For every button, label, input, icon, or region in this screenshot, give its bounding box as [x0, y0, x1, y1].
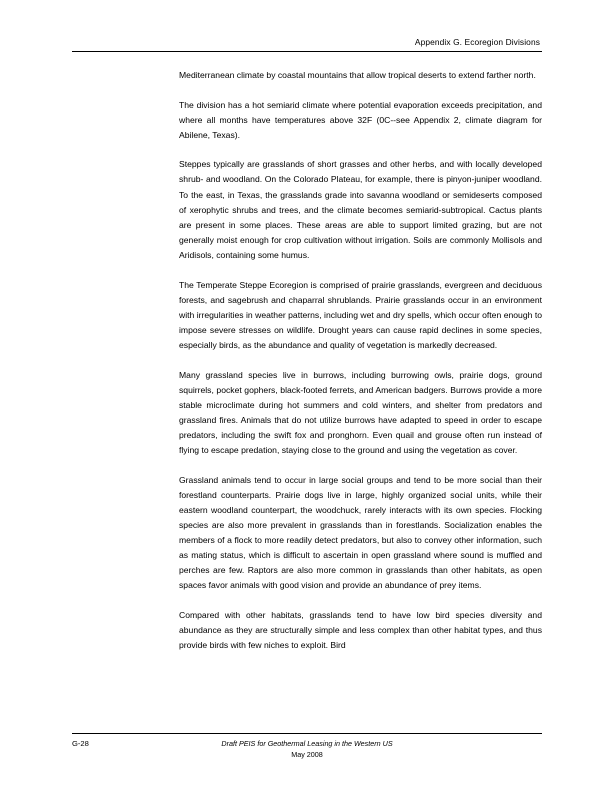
- paragraph-7: Compared with other habitats, grasslands tend to have low bird species diversity and abundance as they are structurally simple and less complex than other habitat types, and thus provide birds with few niches to exploit. Bird: [179, 609, 542, 650]
- footer-rule: [72, 733, 542, 734]
- footer-document-title: Draft PEIS for Geothermal Leasing in the Western US: [221, 739, 393, 748]
- paragraph-4: The Temperate Steppe Ecoregion is comprised of prairie grasslands, evergreen and deciduous forests, and sagebrush and chaparral shrublands. Prairie grasslands occur in an environment with irregularities in weather patterns, including wet and dry spells, which occur often enough to impose severe stresses on wildlife. Drought years can cause rapid declines in some species, especially birds, as the abundance and quality of vegetation is markedly decreased.: [179, 279, 542, 350]
- paragraph-2: The division has a hot semiarid climate where potential evaporation exceeds precipitation, and where all months have temperatures above 32F (0C--see Appendix 2, climate diagram for Abilene, Texas).: [179, 99, 542, 140]
- running-header-title: Appendix G. Ecoregion Divisions: [414, 37, 540, 47]
- header-rule: [72, 51, 542, 52]
- footer-date: May 2008: [291, 750, 323, 759]
- body-text: [179, 68, 542, 668]
- paragraph-5: Many grassland species live in burrows, including burrowing owls, prairie dogs, ground squirrels, pocket gophers, black-footed ferrets, and American badgers. Burrows provide a more stable microclimate during hot summers and cold winters, and shelter from predators and grassland fires. Animals that do not utilize burrows have adapted to speed in order to escape predators, including the swift fox and pronghorn. Even quail and grouse often run instead of flying to escape predation, staying close to the ground and using the vegetation as cover.: [179, 369, 542, 455]
- page-number: G-28: [72, 739, 89, 748]
- paragraph-1: Mediterranean climate by coastal mountains that allow tropical deserts to extend farther north.: [179, 70, 536, 80]
- paragraph-3: Steppes typically are grasslands of short grasses and other herbs, and with locally developed shrub- and woodland. On the Colorado Plateau, for example, there is pinyon-juniper woodland. To the east, in Texas, the grasslands grade into savanna woodland or semideserts composed of xerophytic shrubs and trees, and the climate becomes semiarid-subtropical. Cactus plants are present in some places. These areas are able to support limited grazing, but are not generally moist enough for crop cultivation without irrigation. Soils are commonly Mollisols and Aridisols, containing some humus.: [179, 159, 542, 260]
- paragraph-6: Grassland animals tend to occur in large social groups and tend to be more social than their forestland counterparts. Prairie dogs live in large, highly organized social units, while their eastern woodland counterpart, the woodchuck, rarely interacts with its own species. Flocking species are also more prevalent in grasslands than in forestlands. Socialization enables the members of a flock to more readily detect predators, but also to convey other information, such as mating status, which is difficult to ascertain in open grassland where sound is muffled and perches are few. Raptors are also more common in grasslands than other habitats, as open spaces favor animals with good vision and provide an abundance of prey items.: [179, 474, 542, 591]
